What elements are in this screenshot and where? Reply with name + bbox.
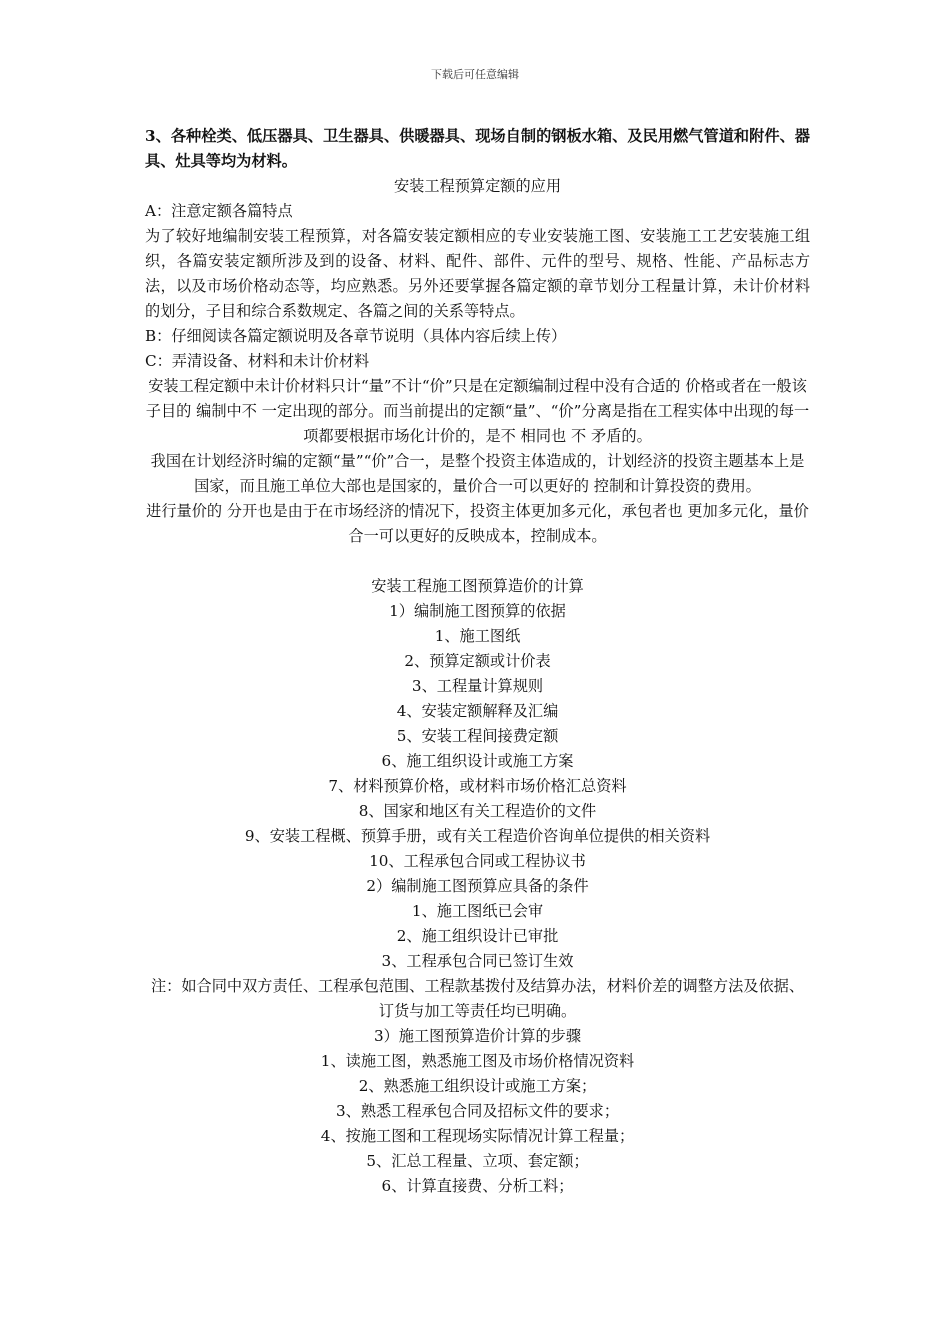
note-paragraph: 注：如合同中双方责任、工程承包范围、工程款基拨付及结算办法，材料价差的调整方法及依据、订货与加工等责任均已明确。 xyxy=(150,977,805,1020)
list-item: 3、工程承包合同已签订生效 xyxy=(381,952,574,970)
section-heading-quota-application: 安装工程预算定额的应用 xyxy=(393,177,562,195)
list-item: 2、熟悉施工组织设计或施工方案； xyxy=(358,1077,597,1095)
list-item: 4、按施工图和工程现场实际情况计算工程量； xyxy=(320,1127,635,1145)
list-item: 4、安装定额解释及汇编 xyxy=(396,702,559,720)
subheading-conditions: 2）编制施工图预算应具备的条件 xyxy=(366,877,589,895)
list-item: 2、预算定额或计价表 xyxy=(404,652,551,670)
section-heading-budget-calculation: 安装工程施工图预算造价的计算 xyxy=(371,577,584,595)
list-item: 7、材料预算价格，或材料市场价格汇总资料 xyxy=(328,777,627,795)
item-b-heading: B：仔细阅读各篇定额说明及各章节说明（具体内容后续上传） xyxy=(145,327,567,345)
list-item: 1、施工图纸已会审 xyxy=(411,902,544,920)
list-item: 1、施工图纸 xyxy=(434,627,521,645)
list-item: 5、汇总工程量、立项、套定额； xyxy=(366,1152,589,1170)
paragraph-quota-features: 为了较好地编制安装工程预算，对各篇安装定额相应的专业安装施工图、安装施工工艺安装施工组织，各篇安装定额所涉及到的设备、材料、配件、部件、元件的型号、规格、性能、产品标志方法，以及市场价格动态等，均应熟悉。另外还要掌握各篇定额的章节划分工程量计算，未计价材料的划分，子目和综合系数规定、各篇之间的关系等特点。 xyxy=(145,227,810,320)
list-item: 5、安装工程间接费定额 xyxy=(396,727,559,745)
item-c-heading: C：弄清设备、材料和未计价材料 xyxy=(145,352,370,370)
list-item: 10、工程承包合同或工程协议书 xyxy=(369,852,586,870)
list-item: 3、工程量计算规则 xyxy=(411,677,544,695)
item-a-heading: A：注意定额各篇特点 xyxy=(145,202,293,220)
list-item: 8、国家和地区有关工程造价的文件 xyxy=(358,802,597,820)
list-item: 9、安装工程概、预算手册，或有关工程造价咨询单位提供的相关资料 xyxy=(244,827,711,845)
list-item: 6、施工组织设计或施工方案 xyxy=(381,752,574,770)
list-item: 3、熟悉工程承包合同及招标文件的要求； xyxy=(335,1102,620,1120)
list-item: 2、施工组织设计已审批 xyxy=(396,927,559,945)
paragraph-materials-note: 3、各种栓类、低压器具、卫生器具、供暖器具、现场自制的钢板水箱、及民用燃气管道和附件、器具、灶具等均为材料。 xyxy=(145,127,810,170)
subheading-basis: 1）编制施工图预算的依据 xyxy=(389,602,566,620)
subheading-steps: 3）施工图预算造价计算的步骤 xyxy=(373,1027,582,1045)
paragraph-market-economy: 进行量价的 分开也是由于在市场经济的情况下，投资主体更加多元化，承包者也 更加多元化，量价合一可以更好的反映成本，控制成本。 xyxy=(146,502,809,545)
document-body xyxy=(145,124,810,1199)
paragraph-planned-economy: 我国在计划经济时编的定额“量”“价”合一，是整个投资主体造成的，计划经济的投资主题基本上是国家，而且施工单位大部也是国家的，量价合一可以更好的 控制和计算投资的费用。 xyxy=(150,452,805,495)
header-note: 下载后可任意编辑 xyxy=(431,68,519,81)
list-item: 1、读施工图，熟悉施工图及市场价格情况资料 xyxy=(320,1052,635,1070)
list-item: 6、计算直接费、分析工料； xyxy=(381,1177,574,1195)
blank-line xyxy=(145,549,810,574)
paragraph-unpriced-materials: 安装工程定额中未计价材料只计“量”不计“价”只是在定额编制过程中没有合适的 价格或者在一般该子目的 编制中不 一定出现的部分。而当前提出的定额“量”、“价”分离是指在工程实体中出现的每一项都要根据市场化计价的，是不 相同也 不 矛盾的。 xyxy=(145,377,810,445)
